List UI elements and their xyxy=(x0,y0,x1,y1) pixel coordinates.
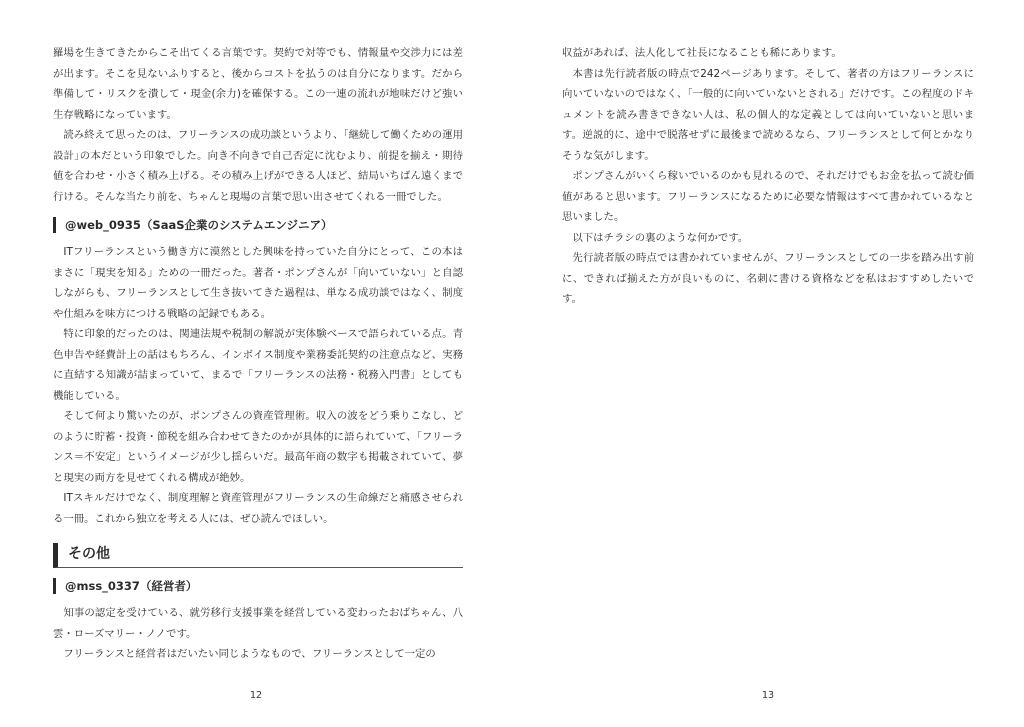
body-paragraph: ポンプさんがいくら稼いでいるのかも見れるので、それだけでもお金を払って読む価値があると思います。フリーランスになるために必要な情報はすべて書かれているなと思いました。 xyxy=(562,170,974,223)
body-paragraph: そして何より驚いたのが、ポンプさんの資産管理術。収入の波をどう乗りこなし、どのように貯蓄・投資・節税を組み合わせてきたのかが具体的に語られていて、「フリーランス＝不安定」というイメージが少し揺らいだ。最高年商の数字も掲載されていて、夢と現実の両方を見せてくれる構成が絶妙。 xyxy=(53,410,463,484)
review-heading-web-0935: @web_0935（SaaS企業のシステムエンジニア） xyxy=(53,217,463,233)
review-heading-mss-0337: @mss_0337（経営者） xyxy=(53,578,463,594)
body-paragraph: 本書は先行読者版の時点で242ページあります。そして、著者の方はフリーランスに向いていないのではなく、「一般的に向いていないとされる」だけです。この程度のドキュメントを読み書きできない人は、私の個人的な定義としては向いていないと思います。逆説的に、途中で脱落せずに最後まで読めるなら、フリーランスとして何とかなりそうな気がします。 xyxy=(562,67,974,162)
body-paragraph: ITスキルだけでなく、制度理解と資産管理がフリーランスの生命線だと痛感させられる一冊。これから独立を考える人には、ぜひ読んでほしい。 xyxy=(53,492,463,525)
right-text-column xyxy=(562,43,974,310)
body-paragraph: 以下はチラシの裏のような何かです。 xyxy=(572,231,749,244)
body-paragraph: 羅場を生きてきたからこそ出てくる言葉です。契約で対等でも、情報量や交渉力には差が出ます。そこを見ないふりすると、後からコストを払うのは自分になります。だから準備して・リスクを潰して・現金(余力)を確保する。この一連の流れが地味だけど強い生存戦略になっています。 xyxy=(53,47,463,121)
body-paragraph: 特に印象的だったのは、関連法規や税制の解説が実体験ベースで語られている点。青色申告や経費計上の話はもちろん、インボイス制度や業務委託契約の注意点など、実務に直結する知識が詰まっていて、まるで「フリーランスの法務・税務入門書」としても機能している。 xyxy=(53,328,463,402)
body-paragraph: 読み終えて思ったのは、フリーランスの成功談というより、｢継続して働くための運用設計｣の本だという印象でした。向き不向きで自己否定に沈むより、前提を揃え・期待値を合わせ・小さく積み上げる。その積み上げができる人ほど、結局いちばん遠くまで行ける。そんな当たり前を、ちゃんと現場の言葉で思い出させてくれる一冊でした。 xyxy=(53,129,463,203)
body-paragraph: 収益があれば、法人化して社長になることも稀にあります。 xyxy=(562,47,842,59)
body-paragraph: フリーランスと経営者はだいたい同じようなもので、フリーランスとして一定の xyxy=(63,648,436,660)
page-number-right: 13 xyxy=(761,690,775,701)
body-paragraph: 先行読者版の時点では書かれていませんが、フリーランスとしての一歩を踏み出す前に、できれば揃えた方が良いものに、名刺に書ける資格などを私はおすすめしたいです。 xyxy=(562,252,974,305)
body-paragraph: 知事の認定を受けている、就労移行支援事業を経営している変わったおばちゃん、八雲・ローズマリー・ノノです。 xyxy=(53,607,463,640)
right-page xyxy=(512,0,1024,727)
left-text-column xyxy=(53,43,463,665)
section-heading-other: その他 xyxy=(53,543,463,568)
page-number-left: 12 xyxy=(249,690,263,701)
body-paragraph: ITフリーランスという働き方に漠然とした興味を持っていた自分にとって、この本はまさに「現実を知る」ための一冊だった。著者・ポンプさんが「向いていない」と自認しながらも、フリーランスとして生き抜いてきた過程は、単なる成功談ではなく、制度や仕組みを味方につける戦略の記録でもある。 xyxy=(53,246,463,320)
